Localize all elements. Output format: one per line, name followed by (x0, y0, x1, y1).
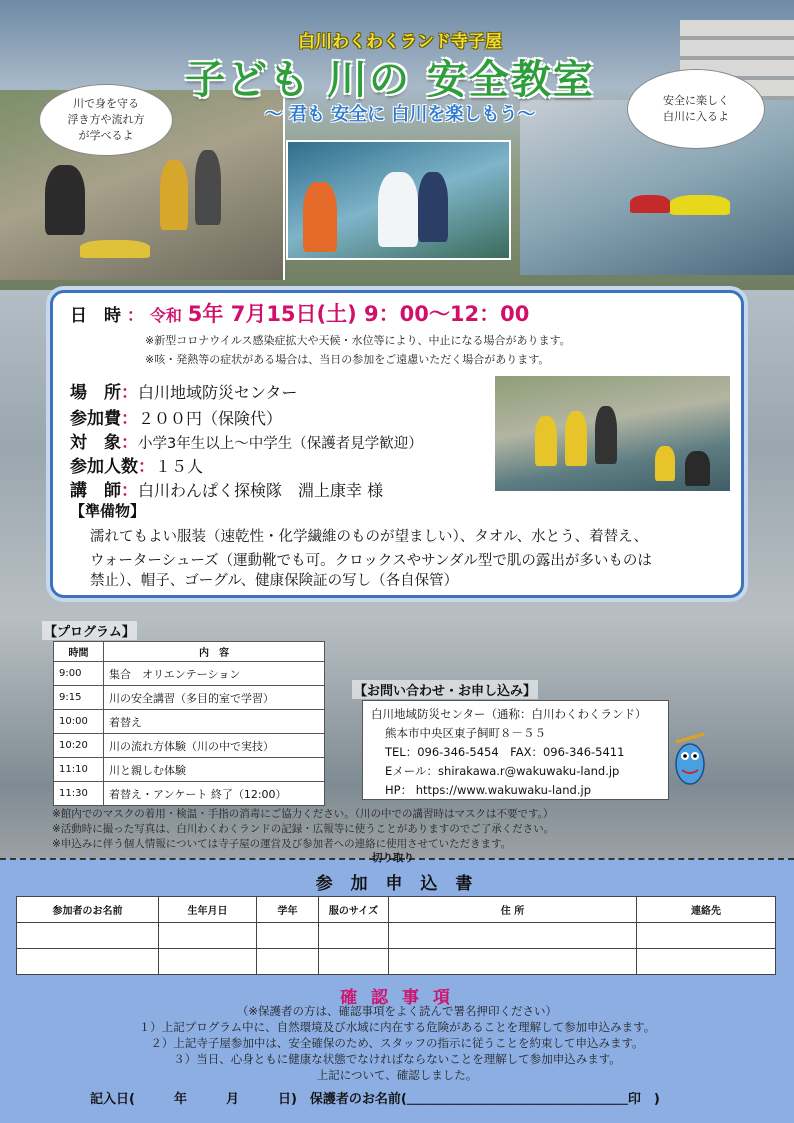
fee-row (70, 404, 282, 429)
address-field[interactable] (389, 923, 637, 949)
confirm-title: 確 認 事 項 (340, 988, 454, 1008)
mascot-icon (670, 730, 710, 790)
birthdate-field[interactable] (159, 923, 257, 949)
datetime-value: 5年 7月15日(土) 9：00～12：00 (187, 302, 530, 326)
confirm-instruction: （※保護者の方は、確認事項をよく読んで署名押印ください） (236, 1004, 558, 1018)
program-row (54, 710, 325, 734)
registration-table (16, 896, 776, 975)
program-time: 11:10 (54, 758, 104, 782)
colon: ： (121, 481, 138, 501)
program-header-row (54, 642, 325, 662)
program-title: 【プログラム】 (42, 621, 137, 640)
program-time: 10:20 (54, 734, 104, 758)
col-size: 服のサイズ (319, 897, 389, 923)
footnote-mask: ※館内でのマスクの着用・検温・手指の消毒にご協力ください。（川の中での講習時はマスクは不要です。） (52, 808, 554, 820)
fee-value: ２００円（保険代） (138, 409, 283, 428)
col-grade: 学年 (257, 897, 319, 923)
note-symptoms: ※咳・発熱等の症状がある場合は、当日の参加をご遠慮いただく場合があります。 (145, 353, 550, 366)
col-name: 参加者のお名前 (17, 897, 159, 923)
lecturer-value: 白川わんぱく探検隊 淵上康幸 様 (138, 481, 384, 500)
target-label: 対 象 (70, 433, 121, 453)
registration-row[interactable] (17, 949, 776, 975)
program-content: 川の流れ方体験（川の中で実技） (104, 734, 325, 758)
place-value: 白川地域防災センター (138, 383, 298, 402)
target-row (70, 428, 423, 453)
place-label: 場 所 (70, 383, 121, 403)
confirm-item-3: ３）当日、心身ともに健康な状態でなければならないことを理解して参加申込みます。 (173, 1052, 621, 1066)
address-field[interactable] (389, 949, 637, 975)
program-content: 川の安全講習（多目的室で学習） (104, 686, 325, 710)
program-row (54, 734, 325, 758)
lecturer-row (70, 476, 383, 501)
fee-label: 参加費 (70, 409, 121, 429)
lecturer-label: 講 師 (70, 481, 121, 501)
colon: ： (121, 383, 138, 403)
col-birthdate: 生年月日 (159, 897, 257, 923)
bring-line-1: 濡れてもよい服装（速乾性・化学繊維のものが望ましい）、タオル、水とう、着替え、 (90, 529, 648, 545)
program-time: 9:00 (54, 662, 104, 686)
confirm-item-1: １）上記プログラム中に、自然環境及び水域に内在する危険があることを理解して参加申込みます。 (138, 1020, 656, 1034)
contact-address: 熊本市中央区東子飼町８－５５ (385, 726, 546, 740)
datetime-row (70, 298, 529, 328)
program-row (54, 686, 325, 710)
bring-label: 【準備物】 (70, 502, 146, 520)
speech-bubble-left: 川で身を守る 浮き方や流れ方 が学べるよ (40, 85, 172, 155)
note-cancel: ※新型コロナウイルス感染症拡大や天候・水位等により、中止になる場合があります。 (145, 334, 571, 347)
contact-website-link[interactable]: HP： https://www.wakuwaku-land.jp (385, 783, 592, 797)
count-label: 参加人数 (70, 457, 138, 477)
contact-org: 白川地域防災センター（通称：白川わくわくランド） (371, 707, 647, 721)
organizer-title: 白川わくわくランド寺子屋 (298, 32, 502, 52)
col-address: 住 所 (389, 897, 637, 923)
colon: ： (126, 306, 144, 326)
grade-field[interactable] (257, 923, 319, 949)
bring-line-3: 禁止）、帽子、ゴーグル、健康保険証の写し（各自保管） (90, 573, 459, 589)
program-time: 9:15 (54, 686, 104, 710)
target-value: 小学3年生以上～中学生（保護者見学歓迎） (138, 436, 423, 452)
contact-title: 【お問い合わせ・お申し込み】 (352, 680, 538, 699)
contact-field[interactable] (637, 949, 776, 975)
count-value: １５人 (155, 457, 204, 476)
bring-line-2: ウォーターシューズ（運動靴でも可。クロックスやサンダル型で肌の露出が多いものは (90, 553, 652, 569)
photo-river-splash (286, 140, 511, 260)
col-contact: 連絡先 (637, 897, 776, 923)
page-title: 子ども 川の 安全教室 (185, 57, 595, 103)
program-row (54, 662, 325, 686)
confirm-statement: 上記について、確認しました。 (316, 1068, 478, 1082)
page-subtitle: ～ 君も 安全に 白川を楽しもう～ (264, 104, 536, 125)
form-title: 参 加 申 込 書 (315, 874, 479, 894)
program-time: 11:30 (54, 782, 104, 806)
name-field[interactable] (17, 923, 159, 949)
colon: ： (138, 457, 155, 477)
registration-header-row (17, 897, 776, 923)
cut-line-label: 切り取り (372, 852, 414, 864)
confirm-item-2: ２）上記寺子屋参加中は、安全確保のため、スタッフの指示に従うことを約束して申込みます。 (150, 1036, 644, 1050)
program-content: 川と親しむ体験 (104, 758, 325, 782)
size-field[interactable] (319, 949, 389, 975)
size-field[interactable] (319, 923, 389, 949)
place-row (70, 378, 297, 403)
program-col-content: 内 容 (104, 642, 325, 662)
datetime-prefix: 令和 (149, 306, 182, 325)
program-time: 10:00 (54, 710, 104, 734)
grade-field[interactable] (257, 949, 319, 975)
contact-box (362, 700, 669, 800)
photo-river-group (495, 376, 730, 491)
program-row (54, 782, 325, 806)
program-table (53, 641, 325, 806)
colon: ： (121, 409, 138, 429)
contact-field[interactable] (637, 923, 776, 949)
program-content: 着替え (104, 710, 325, 734)
footnote-photo: ※活動時に撮った写真は、白川わくわくランドの記録・広報等に使うことがありますのでご了承ください。 (52, 823, 555, 835)
birthdate-field[interactable] (159, 949, 257, 975)
footnote-privacy: ※申込みに伴う個人情報については寺子屋の運営及び参加者への連絡に使用させていただきます。 (52, 838, 512, 850)
count-row (70, 452, 203, 477)
datetime-label: 日 時 (70, 306, 121, 326)
name-field[interactable] (17, 949, 159, 975)
program-content: 着替え・アンケート 終了（12:00） (104, 782, 325, 806)
registration-row[interactable] (17, 923, 776, 949)
contact-phone: TEL：096-346-5454 FAX：096-346-5411 (385, 745, 625, 759)
signature-line[interactable]: 記入日( 年 月 日) 保護者のお名前(＿＿＿＿＿＿＿＿＿＿＿＿＿＿＿＿＿印 ) (90, 1092, 660, 1107)
program-content: 集合 オリエンテーション (104, 662, 325, 686)
contact-email[interactable]: Eメール：shirakawa.r@wakuwaku-land.jp (385, 764, 620, 778)
speech-bubble-right: 安全に楽しく 白川に入るよ (628, 70, 764, 148)
program-row (54, 758, 325, 782)
colon: ： (121, 433, 138, 453)
program-col-time: 時間 (54, 642, 104, 662)
